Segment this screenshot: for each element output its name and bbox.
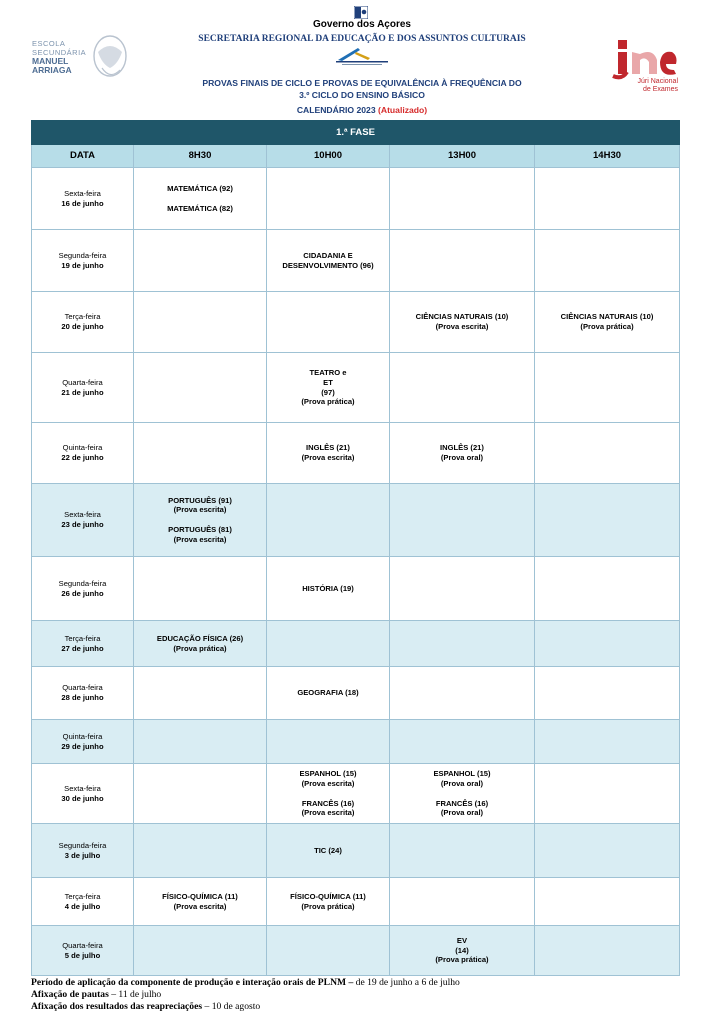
exam-note: (Prova prática) xyxy=(580,322,634,331)
exam-cell xyxy=(134,230,267,292)
exam-cell xyxy=(134,764,267,824)
exam-title: EDUCAÇÃO FÍSICA (26) xyxy=(156,633,244,643)
exam-cell xyxy=(390,292,535,353)
calendar-row xyxy=(32,621,680,667)
footer-plnm-label: Período de aplicação da componente de produção e interação orais de PLNM – xyxy=(31,977,354,988)
exam-note: (Prova escrita) xyxy=(173,901,227,911)
weekday: Quinta-feira xyxy=(62,731,103,741)
weekday: Quarta-feira xyxy=(62,683,103,693)
school-line-manuel: MANUEL xyxy=(32,56,69,66)
exam-cell xyxy=(535,720,680,764)
exam-cell xyxy=(535,168,680,230)
exam-cell xyxy=(390,621,535,667)
exam-title: FÍSICO-QUÍMICA (11) xyxy=(162,891,238,901)
date-cell xyxy=(32,764,134,824)
exam-cell xyxy=(267,168,390,230)
phase-title: 1.ª FASE xyxy=(32,121,680,145)
date: 3 de julho xyxy=(64,850,101,860)
exam-note: (Prova prática) xyxy=(301,397,355,407)
exam-cell xyxy=(134,484,267,557)
weekday: Sexta-feira xyxy=(64,188,101,198)
exam-title: CIÊNCIAS NATURAIS (10) xyxy=(415,312,509,322)
exam-note: (Prova oral) xyxy=(440,453,484,462)
azores-government-emblem-icon xyxy=(354,6,368,19)
exam-note: (Prova oral) xyxy=(440,778,484,788)
exam-cell xyxy=(390,667,535,720)
exam-cell xyxy=(267,764,390,824)
exam-cell xyxy=(267,557,390,621)
exam-cell xyxy=(535,353,680,423)
date: 28 de junho xyxy=(61,693,104,702)
exam-cell xyxy=(134,926,267,976)
date: 30 de junho xyxy=(61,793,104,803)
footer-plnm-value: de 19 de junho a 6 de julho xyxy=(353,977,460,988)
entry-gap xyxy=(267,789,389,799)
exam-cell xyxy=(390,926,535,976)
date: 20 de junho xyxy=(61,322,104,331)
exam-cell xyxy=(390,230,535,292)
date-cell xyxy=(32,824,134,878)
date-cell xyxy=(32,230,134,292)
exam-cell xyxy=(535,292,680,353)
phase-header-row xyxy=(32,121,680,145)
calendar-body xyxy=(32,168,680,976)
footer-reapreciacoes-value: – 10 de agosto xyxy=(202,1001,261,1012)
date: 26 de junho xyxy=(61,588,104,598)
document-footer xyxy=(31,977,691,1013)
calendar-row xyxy=(32,557,680,621)
exam-cell xyxy=(134,621,267,667)
calendar-row xyxy=(32,926,680,976)
column-header-data: DATA xyxy=(32,145,134,168)
exam-title: TIC (24) xyxy=(314,845,342,855)
calendar-row xyxy=(32,353,680,423)
calendar-row xyxy=(32,168,680,230)
calendar-updated-label: (Atualizado) xyxy=(378,105,428,115)
exam-note: (Prova escrita) xyxy=(301,778,355,788)
exam-cell xyxy=(134,720,267,764)
exam-note: (Prova escrita) xyxy=(173,505,227,515)
exam-title: TEATRO e xyxy=(309,368,347,378)
calendar-title-text: CALENDÁRIO 2023 xyxy=(296,105,376,115)
exam-title: GEOGRAFIA (18) xyxy=(297,688,359,698)
footer-pautas xyxy=(31,989,691,1001)
entry-gap xyxy=(134,194,266,204)
date-cell xyxy=(32,353,134,423)
secretariat-name: SECRETARIA REGIONAL DA EDUCAÇÃO E DOS ASSUNTOS CULTURAIS xyxy=(198,34,526,44)
date: 22 de junho xyxy=(61,453,104,462)
date-cell xyxy=(32,168,134,230)
exam-cell xyxy=(267,230,390,292)
school-line-escola: ESCOLA xyxy=(32,39,66,48)
exam-note: (Prova escrita) xyxy=(301,808,355,818)
column-header-10h00: 10H00 xyxy=(267,145,390,168)
date: 21 de junho xyxy=(61,387,104,397)
exam-cell xyxy=(267,423,390,484)
column-header-14h30: 14H30 xyxy=(535,145,680,168)
footer-reapreciacoes-label: Afixação dos resultados das reapreciações xyxy=(31,1001,203,1012)
exam-title: INGLÊS (21) xyxy=(440,443,484,453)
calendar-row xyxy=(32,292,680,353)
exam-cell xyxy=(535,824,680,878)
column-header-13h00: 13H00 xyxy=(390,145,535,168)
school-name-block xyxy=(32,40,94,74)
footer-pautas-label: Afixação de pautas xyxy=(31,989,109,1000)
weekday: Segunda-feira xyxy=(58,578,107,588)
document-title-line2: 3.º CICLO DO ENSINO BÁSICO xyxy=(299,90,425,100)
date-cell xyxy=(32,667,134,720)
weekday: Terça-feira xyxy=(64,633,101,643)
exam-note: (14) xyxy=(455,945,469,955)
exam-cell xyxy=(535,621,680,667)
calendar-row xyxy=(32,764,680,824)
calendar-row xyxy=(32,230,680,292)
date: 27 de junho xyxy=(61,643,104,653)
exam-title: PORTUGUÊS (81) xyxy=(168,525,232,534)
exam-cell xyxy=(535,667,680,720)
school-line-arriaga: ARRIAGA xyxy=(32,64,72,75)
jne-line-juri: Júri Nacional xyxy=(637,78,678,85)
exam-cell xyxy=(134,824,267,878)
exam-title: EV xyxy=(456,936,468,946)
calendar-row xyxy=(32,878,680,926)
calendar-row xyxy=(32,667,680,720)
column-header-8h30: 8H30 xyxy=(134,145,267,168)
calendar-row xyxy=(32,484,680,557)
exam-cell xyxy=(134,292,267,353)
exam-title: PORTUGUÊS (91) xyxy=(168,495,232,505)
exam-note: ET xyxy=(323,377,333,387)
exam-note: (Prova prática) xyxy=(301,901,355,911)
date-cell xyxy=(32,484,134,557)
footer-plnm-period xyxy=(31,977,691,989)
exam-cell xyxy=(535,557,680,621)
exam-cell xyxy=(267,353,390,423)
weekday: Quinta-feira xyxy=(62,443,103,453)
weekday: Sexta-feira xyxy=(64,510,101,520)
weekday: Terça-feira xyxy=(64,312,101,322)
footer-reapreciacoes xyxy=(31,1001,691,1013)
footer-pautas-value: – 11 de julho xyxy=(108,989,162,1000)
exam-title: CIDADANIA E DESENVOLVIMENTO (96) xyxy=(282,250,374,270)
exam-note: (Prova escrita) xyxy=(301,453,355,462)
entry-gap xyxy=(134,515,266,525)
exam-note: (97) xyxy=(321,387,335,397)
school-line-secundaria: SECUNDÁRIA xyxy=(32,47,87,57)
weekday: Quarta-feira xyxy=(62,940,103,950)
exam-cell xyxy=(267,667,390,720)
weekday: Sexta-feira xyxy=(64,783,101,793)
exam-cell xyxy=(267,824,390,878)
exam-cell xyxy=(390,423,535,484)
exam-title: INGLÊS (21) xyxy=(306,443,350,453)
exam-cell xyxy=(134,667,267,720)
government-name: Governo dos Açores xyxy=(313,19,411,30)
exam-cell xyxy=(535,230,680,292)
calendar-row xyxy=(32,824,680,878)
exam-cell xyxy=(267,878,390,926)
exam-cell xyxy=(535,926,680,976)
exam-title: FÍSICO-QUÍMICA (11) xyxy=(290,891,366,901)
exam-title: ESPANHOL (15) xyxy=(433,769,491,779)
exam-cell xyxy=(390,168,535,230)
date: 5 de julho xyxy=(64,950,101,960)
exam-cell xyxy=(134,557,267,621)
exam-cell xyxy=(535,764,680,824)
exam-cell xyxy=(535,484,680,557)
exam-note: (Prova prática) xyxy=(173,643,227,653)
date-cell xyxy=(32,423,134,484)
exam-title: HISTÓRIA (19) xyxy=(302,583,354,593)
exam-cell xyxy=(390,353,535,423)
document-title-line1: PROVAS FINAIS DE CICLO E PROVAS DE EQUIVALÊNCIA À FREQUÊNCIA DO xyxy=(202,78,522,88)
exam-title: CIÊNCIAS NATURAIS (10) xyxy=(560,312,654,322)
calendar-row xyxy=(32,423,680,484)
exam-title: ESPANHOL (15) xyxy=(299,769,357,779)
weekday: Quarta-feira xyxy=(62,377,103,387)
exam-title: MATEMÁTICA (82) xyxy=(167,203,233,213)
date: 4 de julho xyxy=(64,901,101,911)
weekday: Segunda-feira xyxy=(58,250,107,260)
exam-cell xyxy=(134,423,267,484)
weekday: Terça-feira xyxy=(64,891,101,901)
calendar-row xyxy=(32,720,680,764)
date-cell xyxy=(32,557,134,621)
date-cell xyxy=(32,621,134,667)
exam-cell xyxy=(535,878,680,926)
exam-note: (Prova escrita) xyxy=(435,322,489,331)
exam-cell xyxy=(390,484,535,557)
exam-title: FRANCÊS (16) xyxy=(435,798,489,808)
date: 23 de junho xyxy=(61,520,104,529)
exam-cell xyxy=(535,423,680,484)
exam-cell xyxy=(390,878,535,926)
exam-calendar-table xyxy=(31,120,680,976)
weekday: Segunda-feira xyxy=(58,840,107,850)
exam-cell xyxy=(390,764,535,824)
exam-note: (Prova escrita) xyxy=(173,534,227,544)
exam-cell xyxy=(267,621,390,667)
exam-cell xyxy=(390,557,535,621)
date-cell xyxy=(32,720,134,764)
exam-cell xyxy=(390,824,535,878)
entry-gap xyxy=(390,789,534,799)
exam-title: MATEMÁTICA (92) xyxy=(167,183,233,193)
exam-cell xyxy=(134,878,267,926)
date-cell xyxy=(32,926,134,976)
exam-note: (Prova oral) xyxy=(440,808,484,818)
exam-title: FRANCÊS (16) xyxy=(301,798,355,808)
date: 16 de junho xyxy=(61,198,104,208)
exam-cell xyxy=(134,168,267,230)
date-cell xyxy=(32,292,134,353)
date: 19 de junho xyxy=(61,260,104,270)
secretariat-logo-icon xyxy=(330,46,394,68)
exam-cell xyxy=(390,720,535,764)
jne-line-exames: de Exames xyxy=(642,85,678,93)
exam-cell xyxy=(267,926,390,976)
calendar-title xyxy=(0,105,724,115)
exam-cell xyxy=(134,353,267,423)
document-header xyxy=(0,0,724,120)
exam-cell xyxy=(267,292,390,353)
column-header-row xyxy=(32,145,680,168)
exam-cell xyxy=(267,720,390,764)
exam-cell xyxy=(267,484,390,557)
date-cell xyxy=(32,878,134,926)
date: 29 de junho xyxy=(61,741,104,751)
exam-note: (Prova prática) xyxy=(435,955,489,965)
